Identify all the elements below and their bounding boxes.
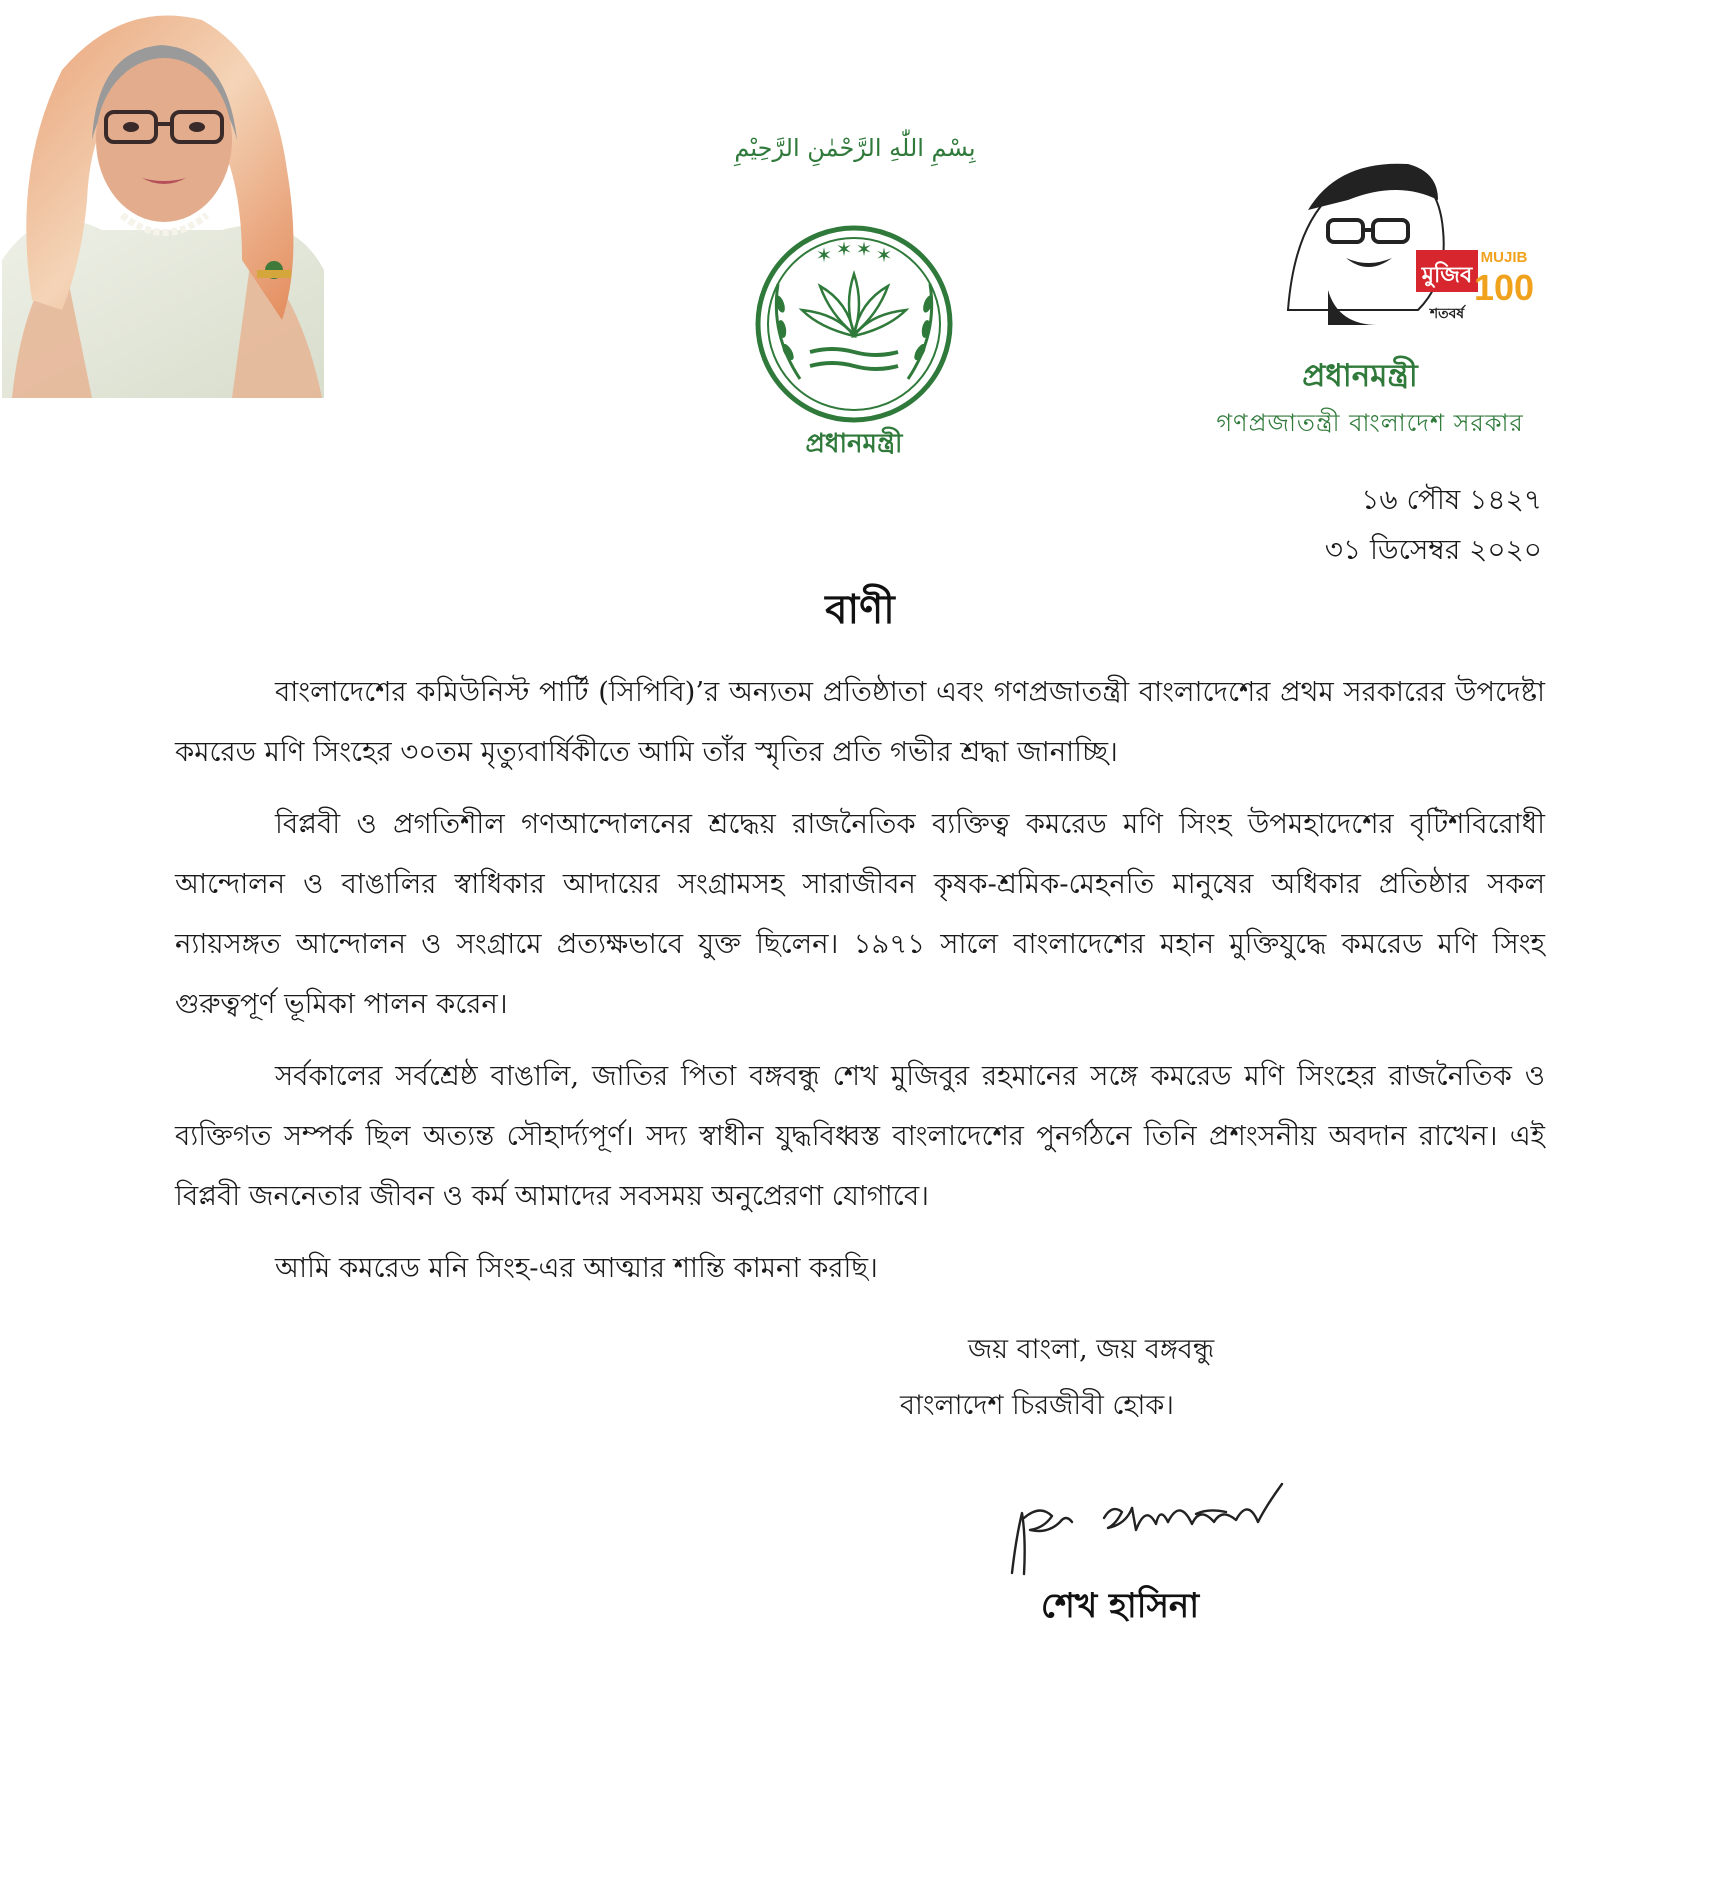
svg-text:✶: ✶ (835, 237, 853, 261)
office-subtitle: গণপ্রজাতন্ত্রী বাংলাদেশ সরকার (1216, 409, 1524, 437)
office-title: প্রধানমন্ত্রী (1302, 358, 1418, 394)
signatory-name: শেখ হাসিনা (1040, 1586, 1200, 1626)
body-paragraph-3: সর্বকালের সর্বশ্রেষ্ঠ বাঙালি, জাতির পিতা বঙ্গবন্ধু শেখ মুজিবুর রহমানের সঙ্গে কমরেড মণি সিংহের রাজনৈতিক ও ব্যক্তিগত সম্পর্ক ছিল অত্যন্ত সৌহার্দ্যপূর্ণ। সদ্য স্বাধীন যুদ্ধবিধ্বস্ত বাংলাদেশের পুনর্গঠনে তিনি প্রশংসনীয় অবদান রাখেন। এই বিপ্লবী জননেতার জীবন ও কর্ম আমাদের সবসময় অনুপ্রেরণা যোগাবে। (175, 1060, 1545, 1212)
portrait-photo (2, 0, 324, 398)
body-paragraph-2: বিপ্লবী ও প্রগতিশীল গণআন্দোলনের শ্রদ্ধেয় রাজনৈতিক ব্যক্তিত্ব কমরেড মণি সিংহ উপমহাদেশের বৃটিশবিরোধী আন্দোলন ও বাঙালির স্বাধিকার আদায়ের সংগ্রামসহ সারাজীবন কৃষক-শ্রমিক-মেহনতি মানুষের অধিকার প্রতিষ্ঠার সকল ন্যায়সঙ্গত আন্দোলন ও সংগ্রামে প্রত্যক্ষভাবে যুক্ত ছিলেন। ১৯৭১ সালে বাংলাদেশের মহান মুক্তিযুদ্ধে কমরেড মণি সিংহ গুরুত্বপূর্ণ ভূমিকা পালন করেন। (175, 808, 1545, 1020)
closing-salutation (900, 1322, 1320, 1434)
message-heading: বাণী (825, 587, 895, 633)
mujib-100-text: 100 (1473, 267, 1535, 308)
svg-text:✶: ✶ (855, 237, 873, 261)
mujib-sub-text: শতবর্ষ (1429, 306, 1465, 322)
pmo-emblem (740, 224, 968, 464)
closing-line-2: বাংলাদেশ চিরজীবী হোক। (900, 1390, 1174, 1421)
emblem-caption: প্রধানমন্ত্রী (805, 429, 903, 459)
svg-text:✶: ✶ (815, 243, 833, 267)
bismillah-calligraphy (720, 122, 990, 172)
mujib-latin-text: MUJIB (1480, 249, 1528, 266)
svg-text:✶: ✶ (875, 243, 893, 267)
signature (1000, 1478, 1320, 1588)
closing-line-1: জয় বাংলা, জয় বঙ্গবন্ধু (968, 1334, 1215, 1365)
body-paragraph-1: বাংলাদেশের কমিউনিস্ট পার্টি (সিপিবি)’র অন্যতম প্রতিষ্ঠাতা এবং গণপ্রজাতন্ত্রী বাংলাদেশের প্রথম সরকারের উপদেষ্টা কমরেড মণি সিংহের ৩০তম মৃত্যুবার্ষিকীতে আমি তাঁর স্মৃতির প্রতি গভীর শ্রদ্ধা জানাচ্ছি। (175, 676, 1545, 768)
date-bengali: ১৬ পৌষ ১৪২৭ (1361, 483, 1542, 516)
date-gregorian: ৩১ ডিসেম্বর ২০২০ (1324, 533, 1542, 566)
message-body (175, 662, 1545, 1310)
bismillah-text: بِسْمِ اللّٰهِ الرَّحْمٰنِ الرَّحِيْمِ (734, 134, 976, 162)
mujib-100-logo (1268, 150, 1535, 325)
body-paragraph-4: আমি কমরেড মনি সিংহ-এর আত্মার শান্তি কামনা করছি। (275, 1252, 878, 1284)
mujib-bengali-text: মুজিব (1421, 263, 1473, 288)
